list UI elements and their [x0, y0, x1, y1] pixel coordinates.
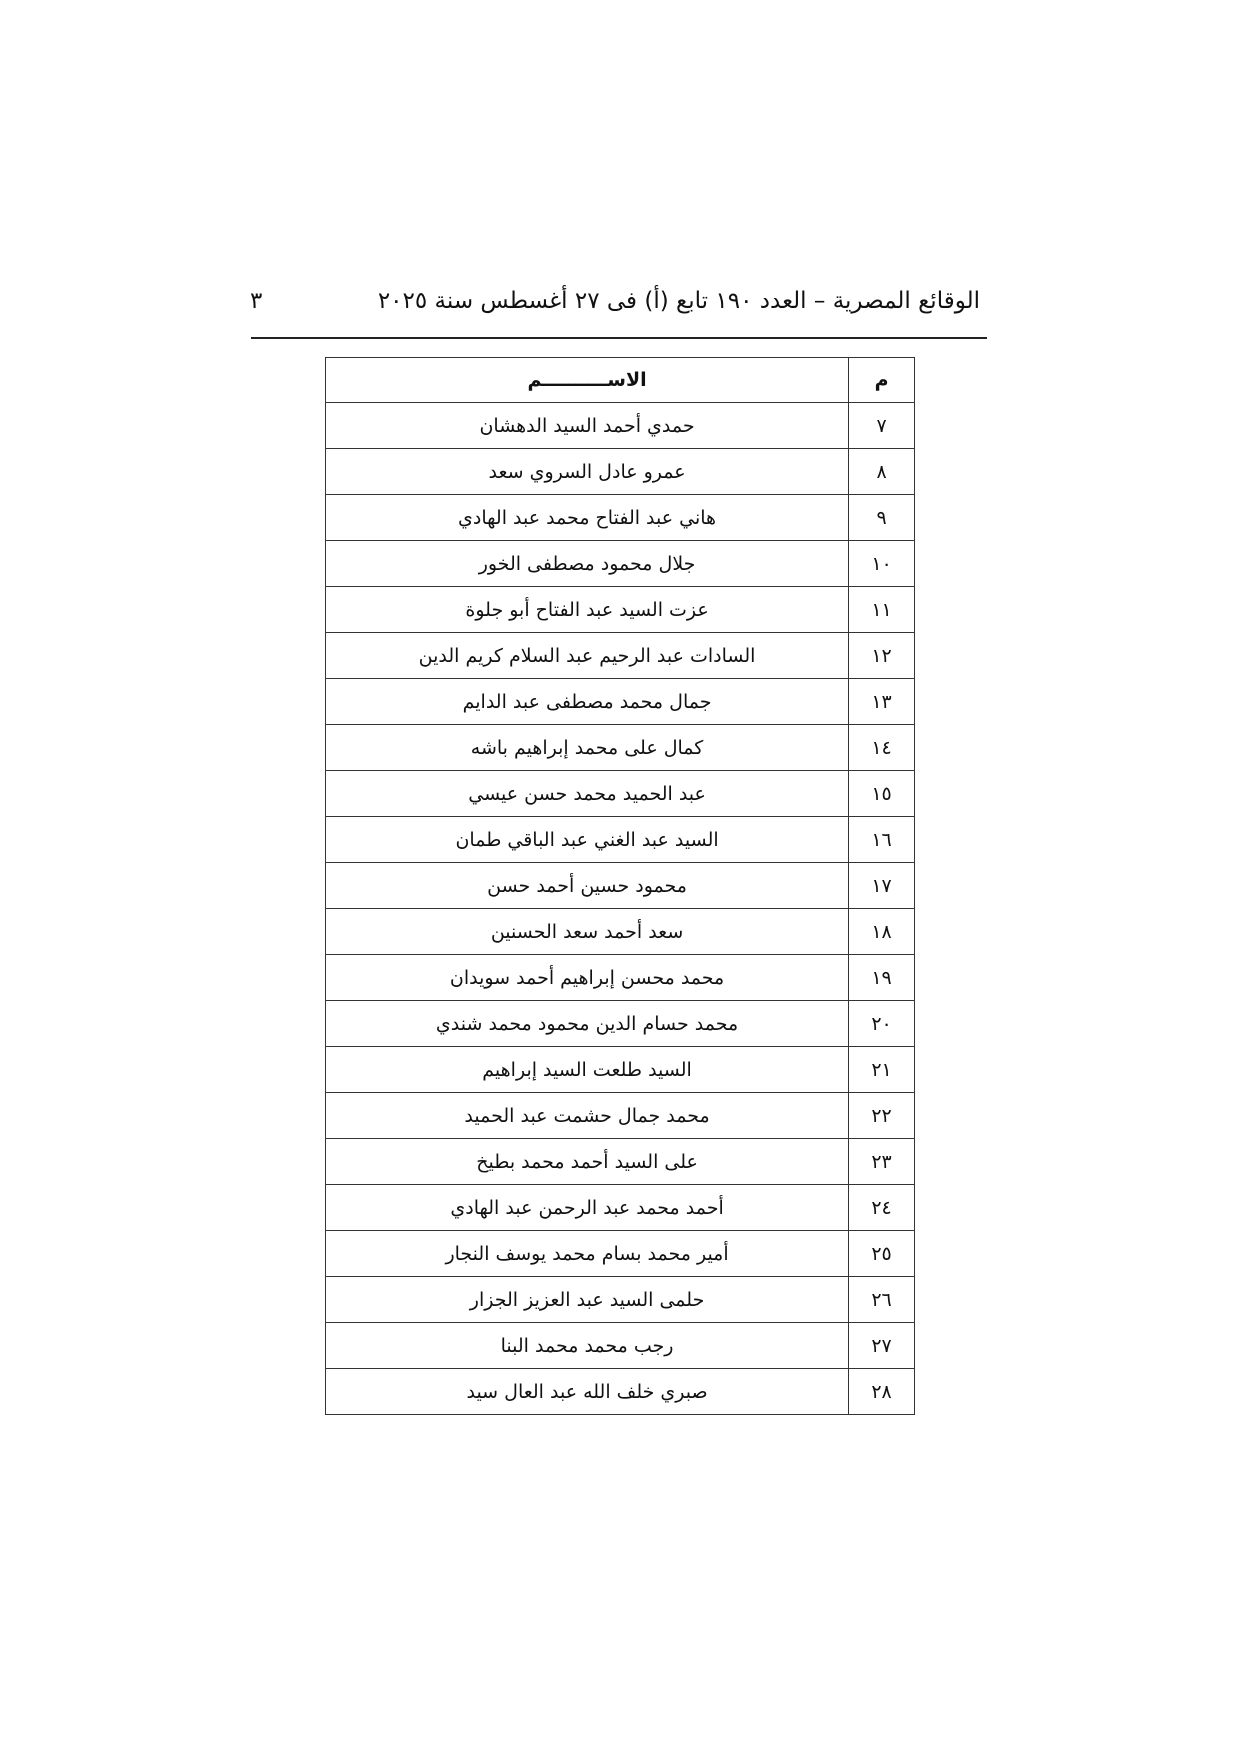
row-name: رجب محمد محمد البنا [326, 1323, 849, 1369]
row-number: ١٣ [849, 679, 915, 725]
table-row [326, 955, 915, 1001]
row-number: ٩ [849, 495, 915, 541]
table-row [326, 909, 915, 955]
row-number: ٢٥ [849, 1231, 915, 1277]
row-name: محمود حسين أحمد حسن [326, 863, 849, 909]
row-number: ١٢ [849, 633, 915, 679]
row-name: حلمى السيد عبد العزيز الجزار [326, 1277, 849, 1323]
table-row [326, 817, 915, 863]
row-name: على السيد أحمد محمد بطيخ [326, 1139, 849, 1185]
table-row [326, 449, 915, 495]
row-name: عزت السيد عبد الفتاح أبو جلوة [326, 587, 849, 633]
row-name: محمد جمال حشمت عبد الحميد [326, 1093, 849, 1139]
column-header-number: م [849, 358, 915, 403]
table-header-row [326, 358, 915, 403]
row-name: السيد عبد الغني عبد الباقي طمان [326, 817, 849, 863]
table-row [326, 1277, 915, 1323]
row-name: جلال محمود مصطفى الخور [326, 541, 849, 587]
table-row [326, 587, 915, 633]
row-name: سعد أحمد سعد الحسنين [326, 909, 849, 955]
names-table [325, 357, 915, 1415]
row-name: حمدي أحمد السيد الدهشان [326, 403, 849, 449]
table-row [326, 1369, 915, 1415]
row-name: جمال محمد مصطفى عبد الدايم [326, 679, 849, 725]
table-row [326, 495, 915, 541]
row-number: ٢٢ [849, 1093, 915, 1139]
row-name: كمال على محمد إبراهيم باشه [326, 725, 849, 771]
table-row [326, 1231, 915, 1277]
table-row [326, 633, 915, 679]
table-row [326, 1001, 915, 1047]
table-row [326, 403, 915, 449]
row-number: ١٥ [849, 771, 915, 817]
table-row [326, 863, 915, 909]
row-number: ٨ [849, 449, 915, 495]
row-name: هاني عبد الفتاح محمد عبد الهادي [326, 495, 849, 541]
table-row [326, 771, 915, 817]
table-body [326, 403, 915, 1415]
row-name: أحمد محمد عبد الرحمن عبد الهادي [326, 1185, 849, 1231]
table-row [326, 725, 915, 771]
row-number: ٢٧ [849, 1323, 915, 1369]
row-number: ١٠ [849, 541, 915, 587]
row-number: ٢٨ [849, 1369, 915, 1415]
row-number: ٢٦ [849, 1277, 915, 1323]
row-number: ٢٣ [849, 1139, 915, 1185]
table-row [326, 679, 915, 725]
row-name: السادات عبد الرحيم عبد السلام كريم الدين [326, 633, 849, 679]
table-row [326, 1139, 915, 1185]
row-number: ١٩ [849, 955, 915, 1001]
gazette-title: الوقائع المصرية – العدد ١٩٠ تابع (أ) فى ٢٧ أغسطس سنة ٢٠٢٥ [377, 288, 980, 314]
table-row [326, 1185, 915, 1231]
row-number: ١٦ [849, 817, 915, 863]
table-row [326, 1047, 915, 1093]
page-number: ٣ [250, 288, 263, 314]
row-name: محمد حسام الدين محمود محمد شندي [326, 1001, 849, 1047]
row-number: ١٨ [849, 909, 915, 955]
table-row [326, 1093, 915, 1139]
table-row [326, 1323, 915, 1369]
row-number: ٢١ [849, 1047, 915, 1093]
page-header [250, 283, 980, 323]
row-name: عمرو عادل السروي سعد [326, 449, 849, 495]
row-number: ٧ [849, 403, 915, 449]
row-number: ١٧ [849, 863, 915, 909]
row-name: عبد الحميد محمد حسن عيسي [326, 771, 849, 817]
row-number: ٢٤ [849, 1185, 915, 1231]
header-divider [251, 337, 987, 339]
row-number: ١١ [849, 587, 915, 633]
row-name: السيد طلعت السيد إبراهيم [326, 1047, 849, 1093]
column-header-name: الاســــــــــم [326, 358, 849, 403]
row-name: أمير محمد بسام محمد يوسف النجار [326, 1231, 849, 1277]
row-name: صبري خلف الله عبد العال سيد [326, 1369, 849, 1415]
row-number: ٢٠ [849, 1001, 915, 1047]
table-row [326, 541, 915, 587]
row-number: ١٤ [849, 725, 915, 771]
row-name: محمد محسن إبراهيم أحمد سويدان [326, 955, 849, 1001]
